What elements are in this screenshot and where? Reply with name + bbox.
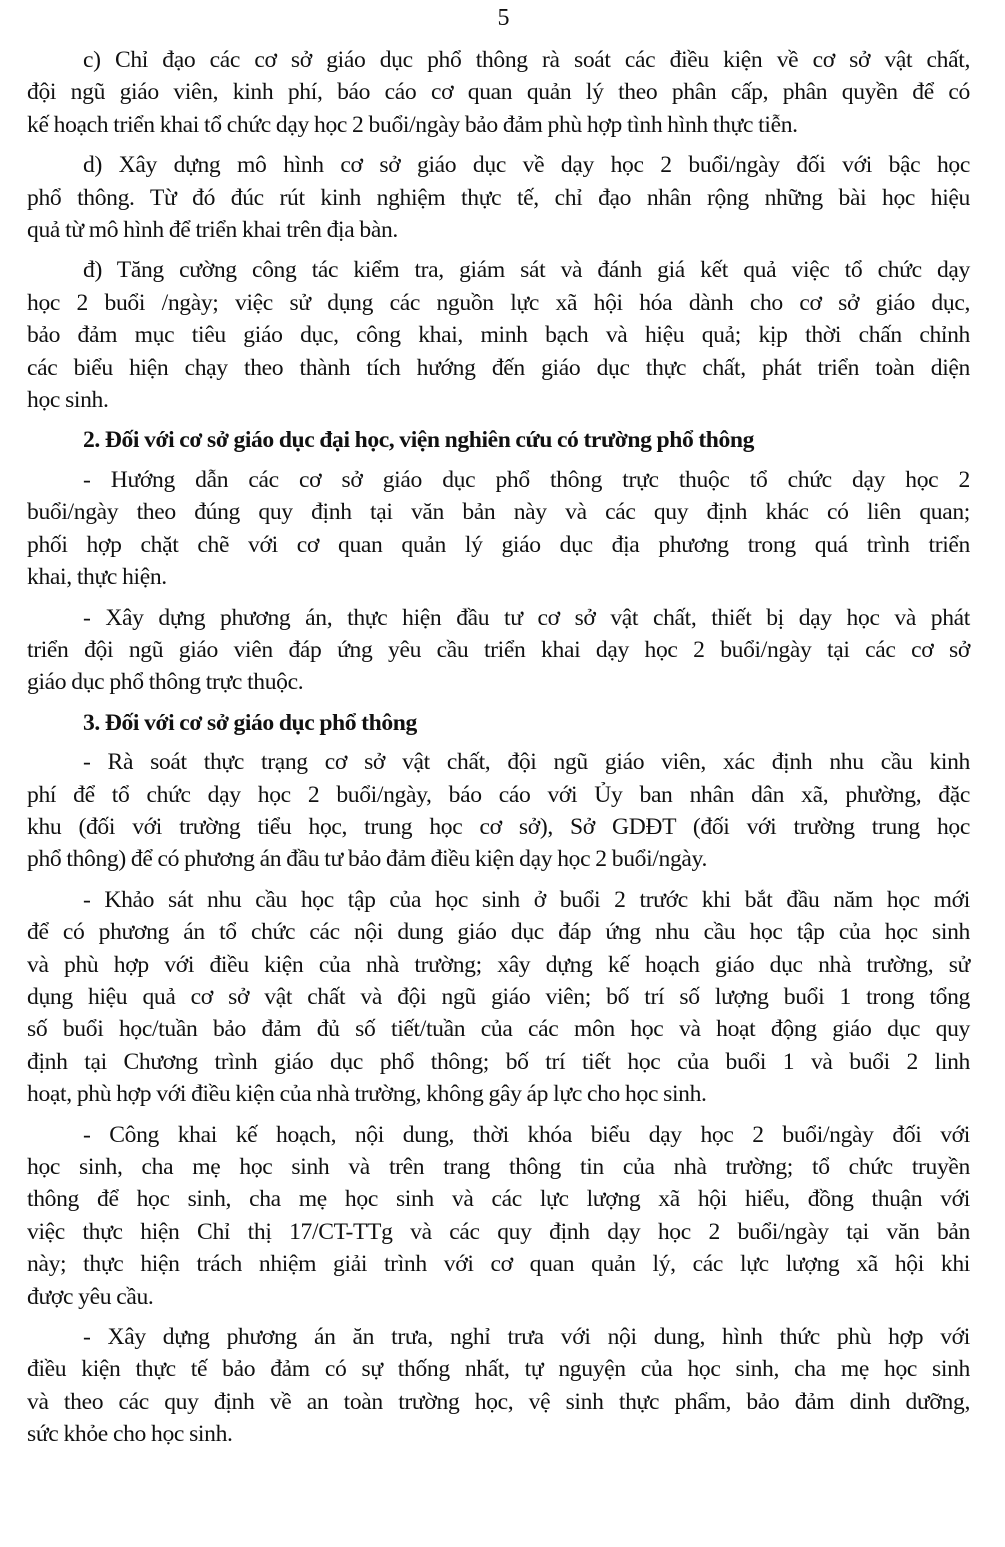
document-body bbox=[27, 44, 970, 1451]
text-line: định tại Chương trình giáo dục phổ thông; bố trí tiết học của buổi 1 và buổi 2 linh bbox=[27, 1048, 970, 1075]
text-line: khu (đối với trường tiểu học, trung học cơ sở), Sở GDĐT (đối với trường trung học bbox=[27, 813, 970, 840]
text-line: - Công khai kế hoạch, nội dung, thời khóa biểu dạy học 2 buổi/ngày đối với bbox=[83, 1121, 970, 1148]
text-line: đội ngũ giáo viên, kinh phí, báo cáo cơ quan quản lý theo phân cấp, phân quyền để có bbox=[27, 79, 970, 106]
text-line: để có phương án tổ chức các nội dung giáo dục đáp ứng nhu cầu học tập của học sinh bbox=[27, 919, 970, 946]
text-line: quả từ mô hình để triển khai trên địa bàn. bbox=[27, 217, 398, 244]
text-line: được yêu cầu. bbox=[27, 1283, 154, 1310]
text-line: bảo đảm mục tiêu giáo dục, công khai, minh bạch và hiệu quả; kịp thời chấn chỉnh bbox=[27, 322, 970, 349]
text-line: học sinh, cha mẹ học sinh và trên trang thông tin của nhà trường; tổ chức truyền bbox=[27, 1154, 970, 1180]
document-page bbox=[27, 0, 970, 1459]
text-line: học 2 buổi /ngày; việc sử dụng các nguồn lực xã hội hóa dành cho cơ sở giáo dục, bbox=[27, 289, 970, 316]
text-line: - Khảo sát nhu cầu học tập của học sinh ở buổi 2 trước khi bắt đầu năm học mới bbox=[83, 886, 970, 913]
text-line: dụng hiệu quả cơ sở vật chất và đội ngũ giáo viên; bố trí số lượng buổi 1 trong tổng bbox=[27, 983, 970, 1010]
text-line: 3. Đối với cơ sở giáo dục phổ thông bbox=[83, 709, 417, 736]
text-line: khai, thực hiện. bbox=[27, 564, 167, 591]
text-line: - Xây dựng phương án ăn trưa, nghỉ trưa với nội dung, hình thức phù hợp với bbox=[83, 1324, 970, 1351]
text-line: đ) Tăng cường công tác kiểm tra, giám sát và đánh giá kết quả việc tổ chức dạy bbox=[83, 257, 970, 284]
paragraph-item-d bbox=[27, 149, 970, 246]
paragraph-section-3-bullet-2 bbox=[27, 884, 970, 1111]
text-line: số buổi học/tuần bảo đảm đủ số tiết/tuần của các môn học và hoạt động giáo dục quy bbox=[27, 1016, 970, 1043]
text-line: này; thực hiện trách nhiệm giải trình với cơ quan quản lý, các lực lượng xã hội khi bbox=[27, 1251, 970, 1278]
paragraph-item-dd bbox=[27, 254, 970, 416]
text-line: buổi/ngày theo đúng quy định tại văn bản này và các quy định khác có liên quan; bbox=[27, 499, 970, 526]
text-line: c) Chỉ đạo các cơ sở giáo dục phổ thông rà soát các điều kiện về cơ sở vật chất, bbox=[83, 47, 970, 73]
paragraph-section-2-bullet-2 bbox=[27, 602, 970, 699]
text-line: và phù hợp với điều kiện của nhà trường; xây dựng kế hoạch giáo dục nhà trường, sử bbox=[27, 951, 970, 978]
text-line: triển đội ngũ giáo viên đáp ứng yêu cầu triển khai dạy học 2 buổi/ngày tại các cơ sở bbox=[27, 636, 970, 663]
paragraph-section-2-bullet-1 bbox=[27, 464, 970, 594]
text-line: - Rà soát thực trạng cơ sở vật chất, đội ngũ giáo viên, xác định nhu cầu kinh bbox=[83, 749, 970, 776]
paragraph-section-3-bullet-4 bbox=[27, 1321, 970, 1451]
text-line: hoạt, phù hợp với điều kiện của nhà trường, không gây áp lực cho học sinh. bbox=[27, 1081, 707, 1108]
text-line: phổ thông) để có phương án đầu tư bảo đảm điều kiện dạy học 2 buổi/ngày. bbox=[27, 846, 708, 873]
text-line: việc thực hiện Chỉ thị 17/CT-TTg và các quy định dạy học 2 buổi/ngày tại văn bản bbox=[27, 1218, 970, 1245]
paragraph-section-3-bullet-3 bbox=[27, 1119, 970, 1313]
text-line: các biểu hiện chạy theo thành tích hướng đến giáo dục thực chất, phát triển toàn diện bbox=[27, 354, 970, 381]
text-line: điều kiện thực tế bảo đảm có sự thống nhất, tự nguyện của học sinh, cha mẹ học sinh bbox=[27, 1356, 970, 1383]
text-line: phối hợp chặt chẽ với cơ quan quản lý giáo dục địa phương trong quá trình triển bbox=[27, 531, 970, 558]
text-line: thông để học sinh, cha mẹ học sinh và các lực lượng xã hội hiểu, đồng thuận với bbox=[27, 1186, 970, 1213]
text-line: phổ thông. Từ đó đúc rút kinh nghiệm thực tế, chỉ đạo nhân rộng những bài học hiệu bbox=[27, 184, 970, 211]
section-heading-section-2 bbox=[27, 424, 970, 456]
text-line: kế hoạch triển khai tổ chức dạy học 2 buổi/ngày bảo đảm phù hợp tình hình thực tiễn. bbox=[27, 111, 798, 138]
text-line: giáo dục phổ thông trực thuộc. bbox=[27, 669, 304, 696]
text-line: - Hướng dẫn các cơ sở giáo dục phổ thông trực thuộc tổ chức dạy học 2 bbox=[83, 466, 970, 493]
paragraph-section-3-bullet-1 bbox=[27, 746, 970, 876]
paragraph-item-c bbox=[27, 44, 970, 141]
text-line: d) Xây dựng mô hình cơ sở giáo dục về dạy học 2 buổi/ngày đối với bậc học bbox=[83, 152, 970, 179]
text-line: - Xây dựng phương án, thực hiện đầu tư cơ sở vật chất, thiết bị dạy học và phát bbox=[83, 604, 970, 631]
text-line: phí để tổ chức dạy học 2 buổi/ngày, báo cáo với Ủy ban nhân dân xã, phường, đặc bbox=[27, 781, 970, 808]
section-heading-section-3 bbox=[27, 707, 970, 739]
text-line: học sinh. bbox=[27, 387, 109, 414]
text-line: 2. Đối với cơ sở giáo dục đại học, viện nghiên cứu có trường phổ thông bbox=[83, 427, 755, 454]
text-line: và theo các quy định về an toàn trường học, vệ sinh thực phẩm, bảo đảm dinh dưỡng, bbox=[27, 1388, 970, 1415]
text-line: sức khỏe cho học sinh. bbox=[27, 1421, 233, 1448]
page-number: 5 bbox=[497, 5, 510, 31]
